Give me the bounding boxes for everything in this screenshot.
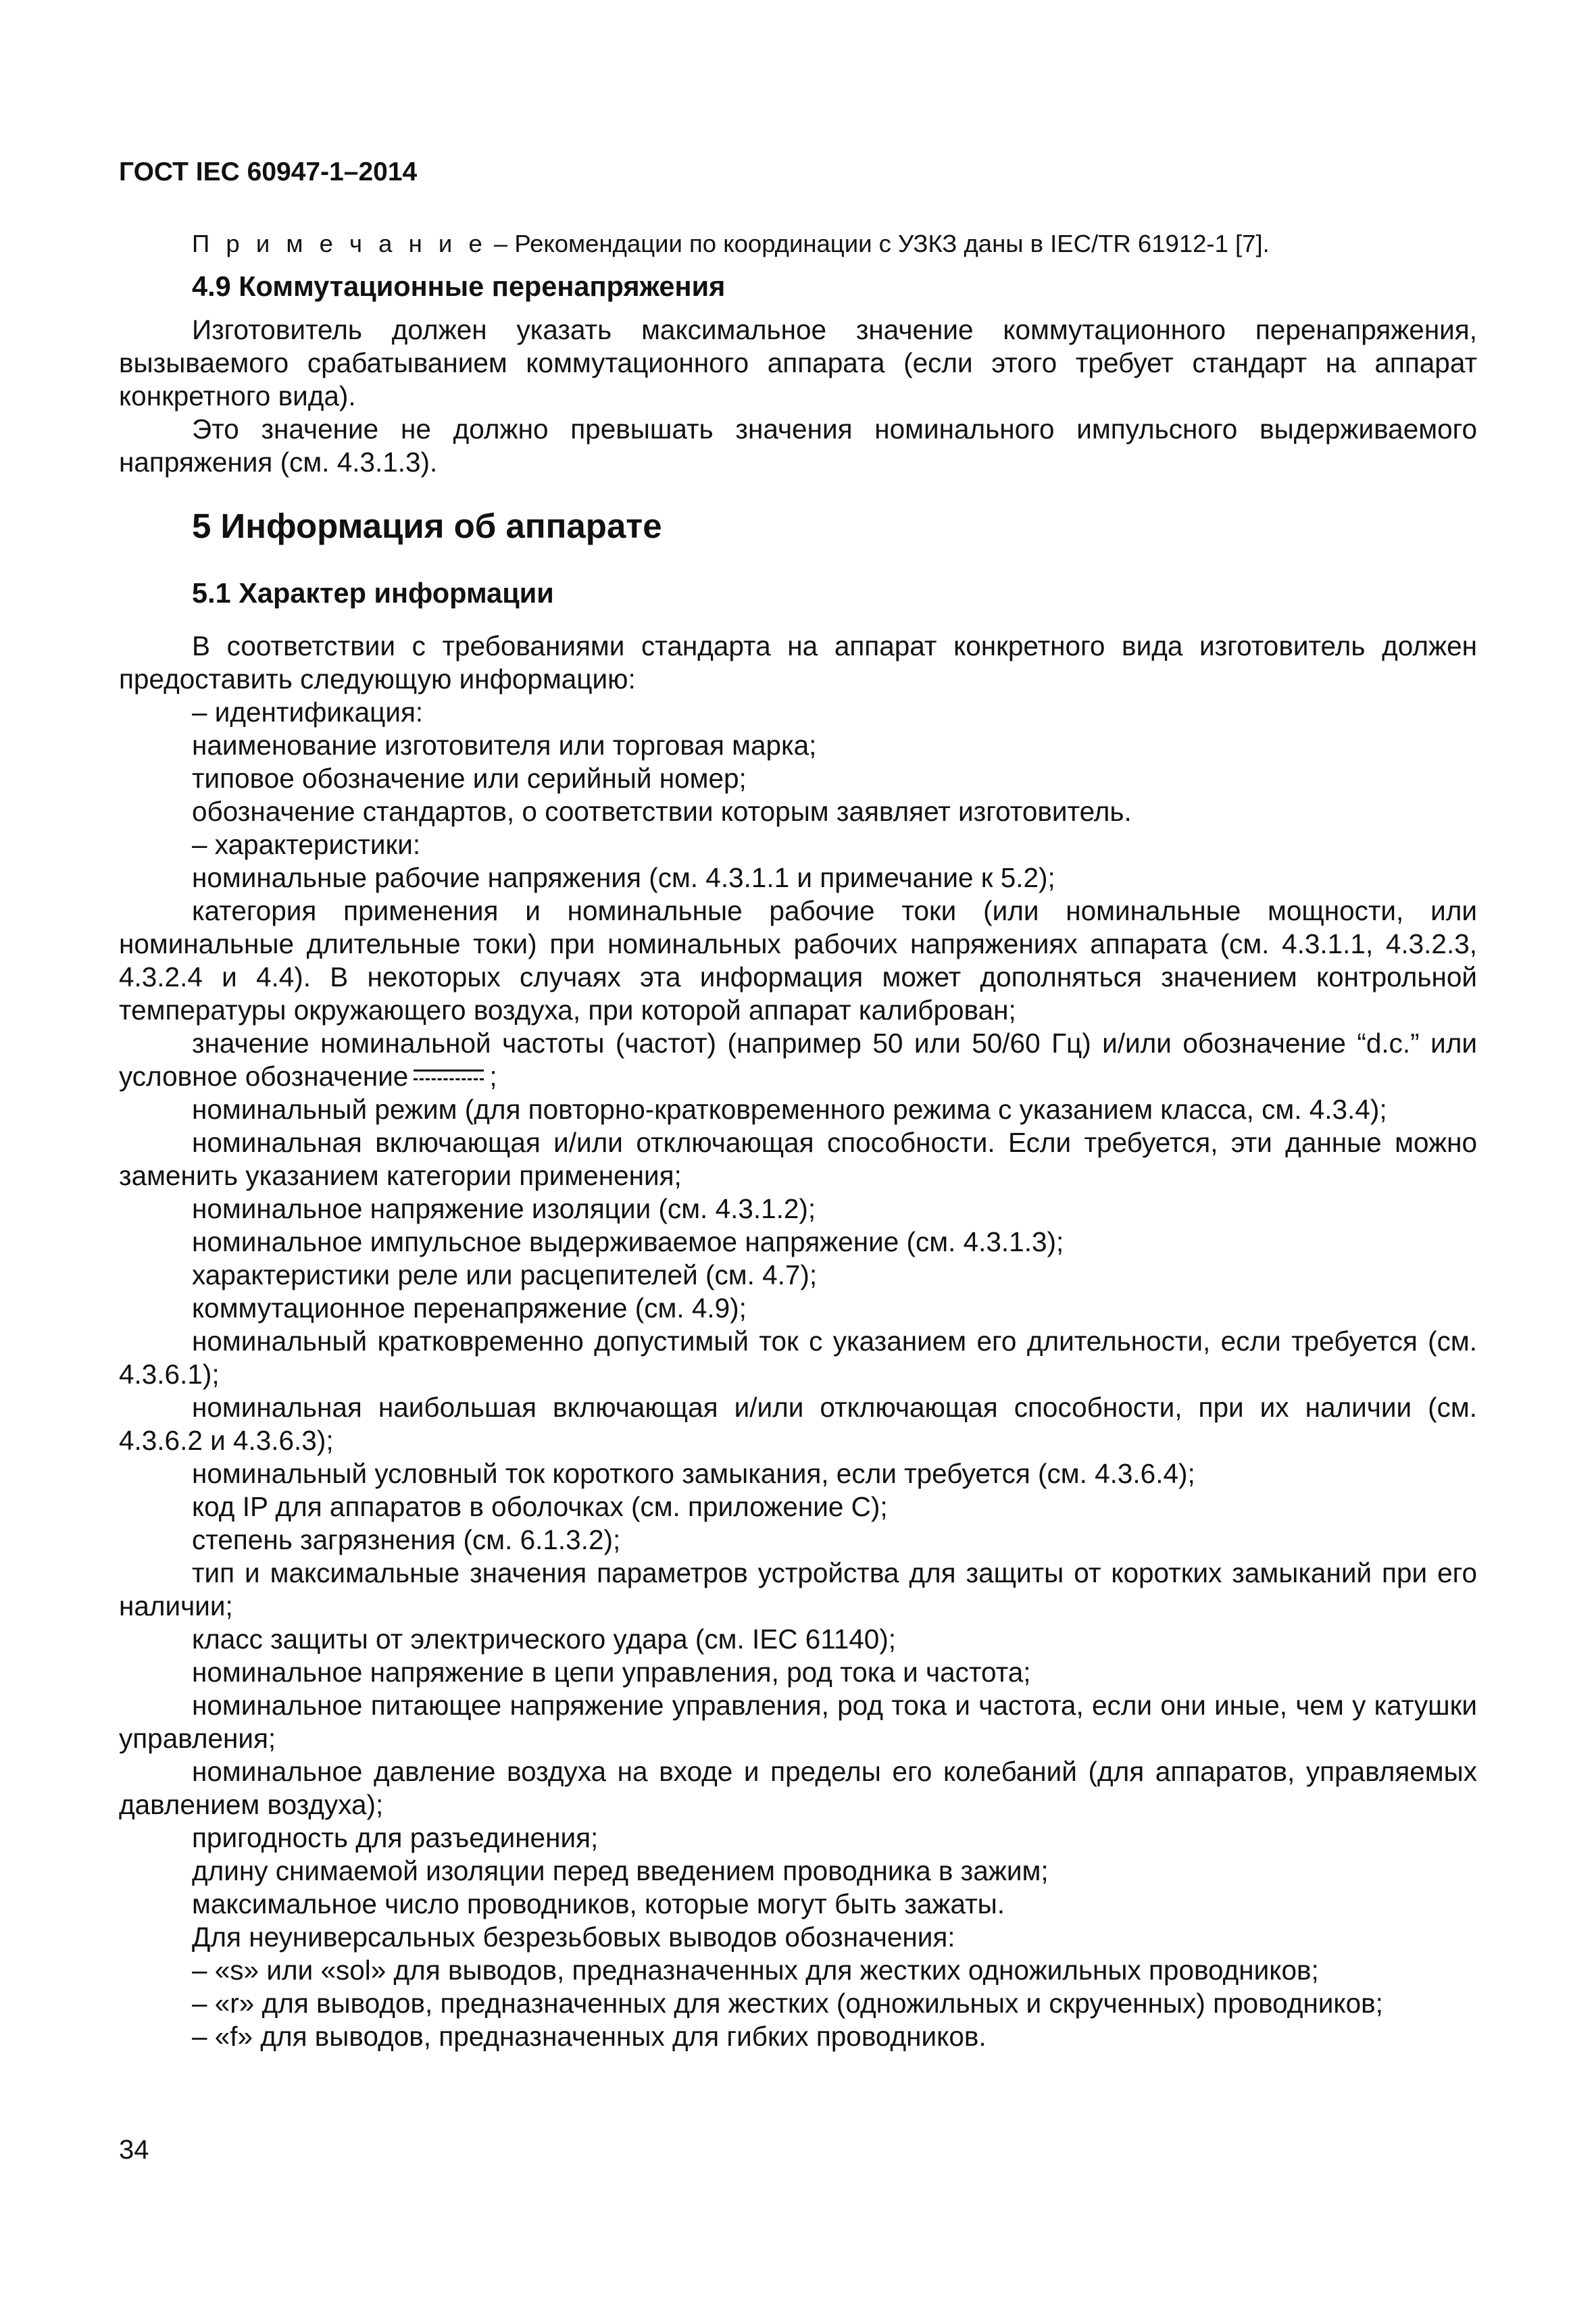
section-5-1-intro: В соответствии с требованиями стандарта на аппарат конкретного вида изготовитель должен предоставить следующую информацию: — [119, 630, 1477, 695]
list-item: – идентификация: — [192, 697, 424, 728]
list-item: наименование изготовителя или торговая марка; — [192, 730, 817, 761]
list-item: обозначение стандартов, о соответствии которым заявляет изготовитель. — [192, 796, 1132, 827]
list-item: максимальное число проводников, которые могут быть зажаты. — [192, 1888, 1005, 1919]
section-4-9-title: 4.9 Коммутационные перенапряжения — [192, 270, 726, 302]
list-item: номинальное импульсное выдерживаемое напряжение (см. 4.3.1.3); — [192, 1226, 1064, 1257]
list-item: типовое обозначение или серийный номер; — [192, 763, 747, 794]
list-item: номинальный условный ток короткого замыкания, если требуется (см. 4.3.6.4); — [192, 1458, 1195, 1489]
list-item: категория применения и номинальные рабочие токи (или номинальные мощности, или номинальные длительные токи) при номинальных рабочих напряжениях аппарата (см. 4.3.1.1, 4.3.2.3, 4.3.2.4 и 4.4). В некоторых случаях эта информация может дополняться значением контрольной температуры окружающего воздуха, при которой аппарат калиброван; — [119, 895, 1477, 1026]
list-item: Для неуниверсальных безрезьбовых выводов обозначения: — [192, 1921, 955, 1953]
list-item: – «f» для выводов, предназначенных для гибких проводников. — [192, 2021, 987, 2052]
list-item: номинальная наибольшая включающая и/или отключающая способности, при их наличии (см. 4.3.6.2 и 4.3.6.3); — [119, 1392, 1477, 1456]
list-item-frequency — [119, 1027, 1477, 1093]
section-5-1-title: 5.1 Характер информации — [192, 577, 554, 609]
frequency-item-end: ; — [489, 1061, 497, 1092]
list-item: длину снимаемой изоляции перед введением проводника в зажим; — [192, 1855, 1049, 1886]
section-4-9-paragraph-1: Изготовитель должен указать максимальное значение коммутационного перенапряжения, вызываемого срабатыванием коммутационного аппарата (если этого требует стандарт на аппарат конкретного вида). — [119, 314, 1477, 411]
list-item: номинальный кратковременно допустимый ток с указанием его длительности, если требуется (см. 4.3.6.1); — [119, 1326, 1477, 1390]
section-5-title: 5 Информация об аппарате — [192, 507, 662, 545]
page-number: 34 — [119, 2135, 149, 2165]
list-item: – «r» для выводов, предназначенных для жестких (одножильных и скрученных) проводников; — [192, 1988, 1383, 2019]
list-item: номинальное давление воздуха на входе и пределы его колебаний (для аппаратов, управляемых давлением воздуха); — [119, 1756, 1477, 1820]
list-item: класс защиты от электрического удара (см. IEC 61140); — [192, 1624, 897, 1655]
section-4-9-paragraph-2: Это значение не должно превышать значения номинального импульсного выдерживаемого напряжения (см. 4.3.1.3). — [119, 413, 1477, 478]
list-item: тип и максимальные значения параметров устройства для защиты от коротких замыканий при его наличии; — [119, 1557, 1477, 1621]
list-item: номинальная включающая и/или отключающая способности. Если требуется, эти данные можно заменить указанием категории применения; — [119, 1127, 1477, 1191]
list-item: – характеристики: — [192, 829, 421, 860]
page-content — [119, 228, 1477, 2053]
list-item: номинальное напряжение в цепи управления, род тока и частота; — [192, 1657, 1031, 1688]
list-item: номинальный режим (для повторно-кратковременного режима с указанием класса, см. 4.3.4); — [192, 1094, 1387, 1125]
note-text: – Рекомендации по координации с УЗКЗ даны в IEC/TR 61912-1 [7]. — [487, 230, 1270, 257]
list-item: степень загрязнения (см. 6.1.3.2); — [192, 1524, 621, 1555]
note-paragraph — [119, 228, 1477, 260]
list-item: коммутационное перенапряжение (см. 4.9); — [192, 1292, 747, 1324]
dc-symbol-icon — [414, 1068, 484, 1084]
list-item: номинальное питающее напряжение управления, род тока и частота, если они иные, чем у катушки управления; — [119, 1690, 1477, 1754]
list-item: номинальное напряжение изоляции (см. 4.3.1.2); — [192, 1193, 816, 1224]
list-item: – «s» или «sol» для выводов, предназначенных для жестких одножильных проводников; — [192, 1955, 1319, 1986]
list-item: код IP для аппаратов в оболочках (см. приложение С); — [192, 1491, 888, 1522]
list-item: номинальные рабочие напряжения (см. 4.3.1.1 и примечание к 5.2); — [192, 862, 1055, 893]
list-item: пригодность для разъединения; — [192, 1822, 599, 1853]
list-item: характеристики реле или расцепителей (см. 4.7); — [192, 1259, 818, 1290]
standard-id-header: ГОСТ IEC 60947-1–2014 — [119, 157, 418, 186]
frequency-item-text: значение номинальной частоты (частот) (например 50 или 50/60 Гц) и/или обозначение “d.c.” или условное обозначение — [119, 1028, 1477, 1092]
note-label: П р и м е ч а н и е — [192, 230, 487, 257]
